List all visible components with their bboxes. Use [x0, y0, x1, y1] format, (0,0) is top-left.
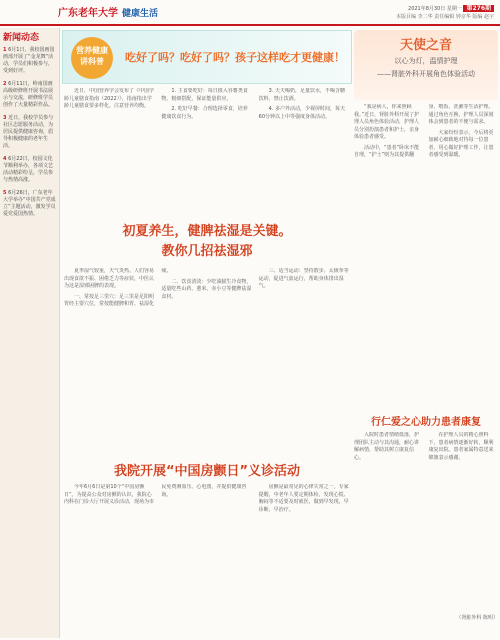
logo-text: 广东老年大学 — [58, 8, 118, 19]
article-paragraph: 二、饮食清淡：少吃油腻生冷食物，适量吃些山药、薏米、赤小豆等健脾祛湿食材。 — [161, 278, 252, 300]
pub-date-text: 2021年8月30日 星期一 — [408, 6, 462, 12]
section-name: 健康生活 — [122, 9, 159, 19]
page-number: 第276期 — [463, 5, 494, 12]
left-news-column — [0, 28, 60, 638]
brief-text: 6月22日，校园文化节顺利举办，各项文艺活动精彩纷呈，学员参与热情高涨。 — [3, 156, 54, 183]
brief-number: 2 — [3, 81, 7, 87]
article-paragraph: 入院时患者情绪低落，护理团队主动与其沟通，耐心讲解病情，帮助其树立康复信心。 — [354, 432, 420, 461]
feature-headline: 天使之音 — [399, 38, 452, 53]
afib-day-article — [64, 484, 350, 634]
news-brief — [3, 81, 56, 109]
nutrition-banner — [62, 30, 352, 84]
brief-text: 6月1日，我校国画国画部开展了“金龙舞”活动，学员们积极参与，受到好评。 — [3, 47, 55, 74]
article-paragraph: 3. 天天喝奶，足量饮水，不喝含糖饮料，禁止饮酒。 — [258, 88, 346, 102]
topic-bubble — [71, 37, 113, 79]
article-paragraph: 三、适当运动：坚持散步、太极拳等运动，促进气血运行，帮助身体排出湿气。 — [258, 268, 349, 289]
article-paragraph: 房颤是最常见的心律失常之一，专家提醒，中老年人要定期体检，发现心慌、胸闷等不适要及时就医，做到早发现、早诊断、早治疗。 — [258, 484, 349, 513]
pub-date — [408, 3, 494, 12]
feature-article — [354, 104, 498, 409]
brief-number: 4 — [3, 156, 7, 162]
article-paragraph: 大家纷纷表示，今后将更加耐心细致地对待每一位患者，用心做好护理工作，让患者感受到温暖。 — [428, 129, 494, 158]
brief-number: 5 — [3, 190, 7, 196]
news-brief — [3, 47, 56, 75]
article-paragraph: 近日，中国营养学会发布了《中国学龄儿童膳食指南（2022）》，指南指出学龄儿童膳食要多样化，注意营养均衡。 — [64, 88, 155, 109]
article-paragraph: 在护理人员的精心照料下，患者病情逐渐好转，顺利康复出院。患者家属特意送来锦旗表示感谢。 — [428, 432, 494, 461]
banner-headline: 吃好了吗？吃好了吗？孩子这样吃才更健康！ — [125, 51, 345, 64]
right-feature-column — [354, 30, 498, 638]
article-paragraph: 活动中，“患者”卧床不能自理，“护士”则为其提供翻身、喂饭、洗漱等生活护理。通过角色互换，护理人员深刻体会到患者的不便与需求。 — [354, 104, 494, 158]
news-brief — [3, 115, 56, 150]
brief-number: 1 — [3, 47, 7, 53]
feature-article-2 — [354, 432, 498, 612]
angel-voice-banner — [354, 30, 498, 100]
news-brief — [3, 190, 56, 218]
article-paragraph: 夏季湿气较重，天气炎热。人们容易出现食欲不振、困倦乏力等症状，中医认为这是湿邪困脾的表现。 — [64, 268, 155, 289]
feature-subtitle: 以心为灯，温情护理 — [394, 57, 458, 65]
article-paragraph: 今年6月6日是第10个“中国房颤日”。为提高公众对房颤的认识，我院心内科在门诊大厅开展义诊活动，现场为市民免费测血压、心电图，并提供健康咨询。 — [64, 484, 247, 505]
page-header — [0, 0, 500, 26]
brief-text: 6月26日，广东老年大学举办“中国共产党成立”主题活动，激发学员爱党爱国热情。 — [3, 190, 56, 217]
article-paragraph: “我是病人，你来照顾我。”近日，肾脏外科开展了护理人员角色体验活动，护理人员分别扮演患者和护士，亲身体验患者感受。 — [354, 104, 420, 140]
afib-day-headline: 我院开展“中国房颤日”义诊活动 — [113, 464, 301, 479]
headline-line: 教你几招祛湿邪 — [161, 244, 253, 259]
brief-number: 3 — [3, 115, 7, 121]
article-paragraph: 一、常按足三里穴：足三里是足阳明胃经主要穴位，常按能健脾和胃、祛湿化痰。 — [64, 268, 172, 307]
column-tag: 新闻动态 — [3, 33, 40, 43]
brief-text: 近日，我校学员参与社区志愿服务活动，为居民提供健康咨询，倡导积极健康的老年生活。 — [3, 115, 54, 149]
author-signature: （肾脏外科 陈明） — [456, 615, 498, 621]
article-paragraph: 2. 吃好早餐：合理选择零食，培养健康饮食行为。 — [161, 106, 248, 120]
summer-health-headline — [64, 222, 350, 262]
headline-line: 初夏养生，健脾祛湿是关键。 — [122, 224, 292, 239]
article-paragraph: 4. 多户外活动，少视屏时间，每天60分钟以上中等强度身体活动。 — [258, 106, 346, 120]
pub-info: 本版目编 李二华 责任编辑 钟京华 版编 赵宇 — [396, 14, 494, 20]
bubble-line: 讲科普 — [80, 57, 104, 66]
nutrition-article — [64, 88, 350, 218]
bubble-line: 营养健康 — [76, 46, 108, 55]
summer-health-article — [64, 268, 350, 458]
brief-text: 6月11日，岭南国画高级研修班开展书法展示与交流，研修班学员创作了大量精彩作品。 — [3, 81, 54, 108]
newspaper-logo — [58, 4, 158, 19]
feature-subtitle: ——肾脏外科开展角色体验活动 — [377, 70, 475, 78]
article-paragraph: 1. 主食要吃好：每日摄入谷薯类食物，粗细搭配，保证能量供应。 — [161, 88, 248, 102]
news-brief — [3, 156, 56, 184]
feature-headline-2: 行仁爱之心助力患者康复 — [371, 417, 481, 428]
